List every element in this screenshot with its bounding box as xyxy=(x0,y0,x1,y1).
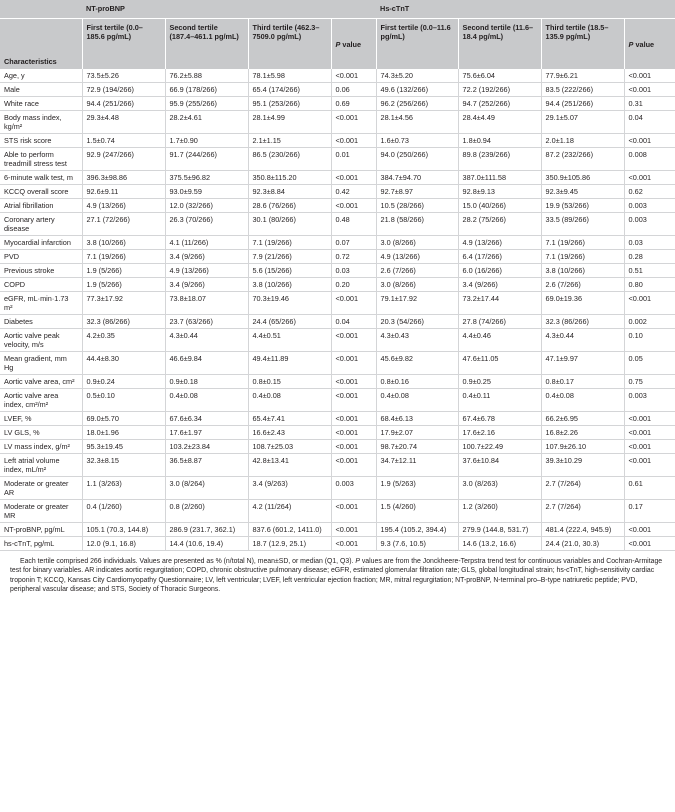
value-cell: 1.1 (3/263) xyxy=(82,477,165,500)
value-cell: 481.4 (222.4, 945.9) xyxy=(541,523,624,537)
p-value-cell: 0.75 xyxy=(624,375,675,389)
row-label: KCCQ overall score xyxy=(0,185,82,199)
value-cell: 0.4±0.08 xyxy=(248,389,331,412)
value-cell: 92.6±9.11 xyxy=(82,185,165,199)
p-value-cell: <0.001 xyxy=(624,412,675,426)
p-value-cell: 0.05 xyxy=(624,352,675,375)
column-header-hsctnt-second-tertile: Second tertile (11.6–18.4 pg/mL) xyxy=(458,18,541,69)
table-row xyxy=(0,148,675,171)
value-cell: 37.6±10.84 xyxy=(458,454,541,477)
p-value-cell: <0.001 xyxy=(331,412,376,426)
value-cell: 94.7 (252/266) xyxy=(458,97,541,111)
table-row xyxy=(0,375,675,389)
value-cell: 98.7±20.74 xyxy=(376,440,458,454)
value-cell: 15.0 (40/266) xyxy=(458,199,541,213)
table-row xyxy=(0,185,675,199)
value-cell: 94.4 (251/266) xyxy=(541,97,624,111)
p-value-cell: 0.51 xyxy=(624,264,675,278)
column-header-hsctnt-p-value: P value xyxy=(624,18,675,69)
value-cell: 0.9±0.24 xyxy=(82,375,165,389)
value-cell: 45.6±9.82 xyxy=(376,352,458,375)
table-footnote xyxy=(0,551,675,595)
value-cell: 7.1 (19/266) xyxy=(541,250,624,264)
value-cell: 74.3±5.20 xyxy=(376,69,458,83)
value-cell: 3.4 (9/266) xyxy=(458,278,541,292)
value-cell: 3.8 (10/266) xyxy=(541,264,624,278)
value-cell: 2.7 (7/264) xyxy=(541,477,624,500)
value-cell: 76.2±5.88 xyxy=(165,69,248,83)
value-cell: 0.4±0.08 xyxy=(165,389,248,412)
value-cell: 67.4±6.78 xyxy=(458,412,541,426)
value-cell: 95.1 (253/266) xyxy=(248,97,331,111)
value-cell: 384.7±94.70 xyxy=(376,171,458,185)
row-label: Atrial fibrillation xyxy=(0,199,82,213)
column-header-row xyxy=(0,18,675,69)
value-cell: 39.3±10.29 xyxy=(541,454,624,477)
value-cell: 30.1 (80/266) xyxy=(248,213,331,236)
table-row xyxy=(0,264,675,278)
value-cell: 69.0±5.70 xyxy=(82,412,165,426)
row-label: STS risk score xyxy=(0,134,82,148)
value-cell: 7.1 (19/266) xyxy=(541,236,624,250)
value-cell: 5.6 (15/266) xyxy=(248,264,331,278)
row-label: Coronary artery disease xyxy=(0,213,82,236)
table-row xyxy=(0,278,675,292)
p-value-cell: <0.001 xyxy=(331,537,376,551)
value-cell: 68.4±6.13 xyxy=(376,412,458,426)
value-cell: 77.3±17.92 xyxy=(82,292,165,315)
value-cell: 9.3 (7.6, 10.5) xyxy=(376,537,458,551)
value-cell: 46.6±9.84 xyxy=(165,352,248,375)
value-cell: 195.4 (105.2, 394.4) xyxy=(376,523,458,537)
table-row xyxy=(0,477,675,500)
column-header-ntprobnp-p-value: P value xyxy=(331,18,376,69)
value-cell: 2.6 (7/266) xyxy=(541,278,624,292)
value-cell: 65.4±7.41 xyxy=(248,412,331,426)
value-cell: 96.2 (256/266) xyxy=(376,97,458,111)
value-cell: 49.4±11.89 xyxy=(248,352,331,375)
value-cell: 1.6±0.73 xyxy=(376,134,458,148)
p-value-cell: 0.003 xyxy=(331,477,376,500)
value-cell: 94.0 (250/266) xyxy=(376,148,458,171)
table-row xyxy=(0,426,675,440)
value-cell: 73.2±17.44 xyxy=(458,292,541,315)
row-label: Able to perform treadmill stress test xyxy=(0,148,82,171)
value-cell: 0.4±0.08 xyxy=(376,389,458,412)
p-value-cell: 0.07 xyxy=(331,236,376,250)
value-cell: 17.6±2.16 xyxy=(458,426,541,440)
value-cell: 29.3±4.48 xyxy=(82,111,165,134)
value-cell: 350.8±115.20 xyxy=(248,171,331,185)
value-cell: 94.4 (251/266) xyxy=(82,97,165,111)
value-cell: 6.4 (17/266) xyxy=(458,250,541,264)
value-cell: 0.8±0.17 xyxy=(541,375,624,389)
p-value-cell: 0.62 xyxy=(624,185,675,199)
value-cell: 108.7±25.03 xyxy=(248,440,331,454)
value-cell: 86.5 (230/266) xyxy=(248,148,331,171)
value-cell: 3.4 (9/266) xyxy=(165,250,248,264)
p-value-cell: 0.003 xyxy=(624,389,675,412)
table-row xyxy=(0,69,675,83)
value-cell: 28.1±4.99 xyxy=(248,111,331,134)
p-value-cell: <0.001 xyxy=(331,389,376,412)
value-cell: 2.6 (7/266) xyxy=(376,264,458,278)
value-cell: 279.9 (144.8, 531.7) xyxy=(458,523,541,537)
value-cell: 7.9 (21/266) xyxy=(248,250,331,264)
value-cell: 18.7 (12.9, 25.1) xyxy=(248,537,331,551)
value-cell: 4.9 (13/266) xyxy=(376,250,458,264)
value-cell: 4.9 (13/266) xyxy=(165,264,248,278)
table-row xyxy=(0,412,675,426)
value-cell: 12.0 (32/266) xyxy=(165,199,248,213)
p-value-cell: <0.001 xyxy=(624,454,675,477)
table-row xyxy=(0,171,675,185)
row-label: Myocardial infarction xyxy=(0,236,82,250)
value-cell: 396.3±98.86 xyxy=(82,171,165,185)
p-value-cell: <0.001 xyxy=(624,426,675,440)
value-cell: 2.1±1.15 xyxy=(248,134,331,148)
value-cell: 1.5±0.74 xyxy=(82,134,165,148)
value-cell: 0.5±0.10 xyxy=(82,389,165,412)
table-row xyxy=(0,315,675,329)
row-label: Age, y xyxy=(0,69,82,83)
row-label: Left atrial volume index, mL/m² xyxy=(0,454,82,477)
column-header-hsctnt-first-tertile: First tertile (0.0–11.6 pg/mL) xyxy=(376,18,458,69)
p-value-cell: <0.001 xyxy=(331,329,376,352)
value-cell: 3.8 (10/266) xyxy=(82,236,165,250)
table-row xyxy=(0,213,675,236)
table-row xyxy=(0,83,675,97)
value-cell: 27.8 (74/266) xyxy=(458,315,541,329)
value-cell: 70.3±19.46 xyxy=(248,292,331,315)
value-cell: 1.8±0.94 xyxy=(458,134,541,148)
p-value-cell: <0.001 xyxy=(624,523,675,537)
value-cell: 0.9±0.18 xyxy=(165,375,248,389)
value-cell: 28.6 (76/266) xyxy=(248,199,331,213)
value-cell: 0.8±0.16 xyxy=(376,375,458,389)
p-value-cell: 0.03 xyxy=(624,236,675,250)
p-value-cell: 0.003 xyxy=(624,213,675,236)
value-cell: 33.5 (89/266) xyxy=(541,213,624,236)
p-value-cell: <0.001 xyxy=(331,426,376,440)
group-header-hsctnt: Hs-cTnT xyxy=(376,0,675,18)
group-header-row xyxy=(0,0,675,18)
value-cell: 3.0 (8/266) xyxy=(376,278,458,292)
value-cell: 7.1 (19/266) xyxy=(82,250,165,264)
p-value-cell: 0.28 xyxy=(624,250,675,264)
value-cell: 89.8 (239/266) xyxy=(458,148,541,171)
row-label: Diabetes xyxy=(0,315,82,329)
table-row xyxy=(0,440,675,454)
p-value-cell: <0.001 xyxy=(624,537,675,551)
value-cell: 18.0±1.96 xyxy=(82,426,165,440)
value-cell: 95.9 (255/266) xyxy=(165,97,248,111)
value-cell: 4.2 (11/264) xyxy=(248,500,331,523)
value-cell: 107.9±26.10 xyxy=(541,440,624,454)
value-cell: 77.9±6.21 xyxy=(541,69,624,83)
row-label: eGFR, mL·min·1.73 m² xyxy=(0,292,82,315)
value-cell: 4.3±0.43 xyxy=(376,329,458,352)
value-cell: 100.7±22.49 xyxy=(458,440,541,454)
value-cell: 4.3±0.44 xyxy=(165,329,248,352)
table-row xyxy=(0,454,675,477)
value-cell: 4.3±0.44 xyxy=(541,329,624,352)
value-cell: 0.8±0.15 xyxy=(248,375,331,389)
value-cell: 286.9 (231.7, 362.1) xyxy=(165,523,248,537)
table-body xyxy=(0,69,675,551)
value-cell: 0.4±0.08 xyxy=(541,389,624,412)
p-value-cell: <0.001 xyxy=(624,134,675,148)
row-label: Mean gradient, mm Hg xyxy=(0,352,82,375)
value-cell: 32.3 (86/266) xyxy=(541,315,624,329)
value-cell: 14.4 (10.6, 19.4) xyxy=(165,537,248,551)
p-value-cell: <0.001 xyxy=(331,454,376,477)
column-header-ntprobnp-second-tertile: Second tertile (187.4–461.1 pg/mL) xyxy=(165,18,248,69)
value-cell: 4.4±0.46 xyxy=(458,329,541,352)
p-value-cell: 0.48 xyxy=(331,213,376,236)
value-cell: 47.6±11.05 xyxy=(458,352,541,375)
value-cell: 3.4 (9/263) xyxy=(248,477,331,500)
p-value-cell: <0.001 xyxy=(624,171,675,185)
value-cell: 95.3±19.45 xyxy=(82,440,165,454)
table-row xyxy=(0,329,675,352)
value-cell: 19.9 (53/266) xyxy=(541,199,624,213)
value-cell: 49.6 (132/266) xyxy=(376,83,458,97)
value-cell: 375.5±96.82 xyxy=(165,171,248,185)
table-row xyxy=(0,134,675,148)
value-cell: 32.3 (86/266) xyxy=(82,315,165,329)
value-cell: 27.1 (72/266) xyxy=(82,213,165,236)
footnote-text: Each tertile comprised 266 individuals. Values are presented as % (n/total N), mean±SD, or median (Q1, Q3). P values are from the Jonckheere-Terpstra trend test for continuous variables and Cochran-Armitage test for binary variables. AR indicates aortic regurgitation; COPD, chronic obstructive pulmonary disease; eGFR, estimated glomerular filtration rate; GLS, global longitudinal strain; hs-cTnT, high-sensitivity cardiac troponin T; KCCQ, Kansas City Cardiomyopathy Questionnaire; LV, left ventricular; LVEF, left ventricular ejection fraction; MR, mitral regurgitation; NT-proBNP, N-terminal pro–B-type natriuretic peptide; PVD, peripheral vascular disease; and STS, Society of Thoracic Surgeons. xyxy=(10,558,663,594)
table-row xyxy=(0,389,675,412)
row-label: Previous stroke xyxy=(0,264,82,278)
row-label: Aortic valve peak velocity, m/s xyxy=(0,329,82,352)
row-label: Male xyxy=(0,83,82,97)
value-cell: 92.8±9.13 xyxy=(458,185,541,199)
p-value-cell: 0.17 xyxy=(624,500,675,523)
value-cell: 103.2±23.84 xyxy=(165,440,248,454)
value-cell: 7.1 (19/266) xyxy=(248,236,331,250)
row-label: Moderate or greater AR xyxy=(0,477,82,500)
p-value-cell: <0.001 xyxy=(331,352,376,375)
value-cell: 0.9±0.25 xyxy=(458,375,541,389)
value-cell: 28.1±4.56 xyxy=(376,111,458,134)
value-cell: 3.0 (8/264) xyxy=(165,477,248,500)
value-cell: 87.2 (232/266) xyxy=(541,148,624,171)
value-cell: 1.7±0.90 xyxy=(165,134,248,148)
value-cell: 3.0 (8/266) xyxy=(376,236,458,250)
p-value-cell: 0.008 xyxy=(624,148,675,171)
value-cell: 32.3±8.15 xyxy=(82,454,165,477)
value-cell: 2.0±1.18 xyxy=(541,134,624,148)
row-label: COPD xyxy=(0,278,82,292)
table-row xyxy=(0,537,675,551)
value-cell: 1.5 (4/260) xyxy=(376,500,458,523)
value-cell: 10.5 (28/266) xyxy=(376,199,458,213)
value-cell: 4.4±0.51 xyxy=(248,329,331,352)
p-value-cell: <0.001 xyxy=(331,199,376,213)
p-value-cell: <0.001 xyxy=(331,292,376,315)
value-cell: 17.9±2.07 xyxy=(376,426,458,440)
table-row xyxy=(0,199,675,213)
p-value-cell: <0.001 xyxy=(624,440,675,454)
value-cell: 12.0 (9.1, 16.8) xyxy=(82,537,165,551)
value-cell: 1.2 (3/260) xyxy=(458,500,541,523)
value-cell: 837.6 (601.2, 1411.0) xyxy=(248,523,331,537)
column-header-characteristics: Characteristics xyxy=(0,18,82,69)
value-cell: 28.4±4.49 xyxy=(458,111,541,134)
value-cell: 24.4 (21.0, 30.3) xyxy=(541,537,624,551)
value-cell: 66.2±6.95 xyxy=(541,412,624,426)
value-cell: 34.7±12.11 xyxy=(376,454,458,477)
value-cell: 0.4±0.11 xyxy=(458,389,541,412)
value-cell: 67.6±6.34 xyxy=(165,412,248,426)
p-value-cell: 0.003 xyxy=(624,199,675,213)
p-value-cell: <0.001 xyxy=(331,500,376,523)
p-value-cell: <0.001 xyxy=(331,134,376,148)
value-cell: 20.3 (54/266) xyxy=(376,315,458,329)
value-cell: 6.0 (16/266) xyxy=(458,264,541,278)
p-value-cell: 0.06 xyxy=(331,83,376,97)
value-cell: 28.2±4.61 xyxy=(165,111,248,134)
value-cell: 1.9 (5/263) xyxy=(376,477,458,500)
row-label: Aortic valve area index, cm²/m² xyxy=(0,389,82,412)
value-cell: 93.0±9.59 xyxy=(165,185,248,199)
p-value-cell: 0.80 xyxy=(624,278,675,292)
value-cell: 0.8 (2/260) xyxy=(165,500,248,523)
value-cell: 16.6±2.43 xyxy=(248,426,331,440)
row-label: 6-minute walk test, m xyxy=(0,171,82,185)
value-cell: 14.6 (13.2, 16.6) xyxy=(458,537,541,551)
group-header-ntprobnp: NT-proBNP xyxy=(82,0,376,18)
p-value-cell: 0.04 xyxy=(624,111,675,134)
row-label: Aortic valve area, cm² xyxy=(0,375,82,389)
column-header-ntprobnp-third-tertile: Third tertile (462.3–7509.0 pg/mL) xyxy=(248,18,331,69)
value-cell: 1.9 (5/266) xyxy=(82,264,165,278)
p-value-cell: <0.001 xyxy=(624,69,675,83)
value-cell: 73.5±5.26 xyxy=(82,69,165,83)
value-cell: 1.9 (5/266) xyxy=(82,278,165,292)
p-value-cell: <0.001 xyxy=(624,292,675,315)
table-row xyxy=(0,250,675,264)
p-value-cell: 0.42 xyxy=(331,185,376,199)
value-cell: 72.2 (192/266) xyxy=(458,83,541,97)
value-cell: 44.4±8.30 xyxy=(82,352,165,375)
table-row xyxy=(0,500,675,523)
value-cell: 79.1±17.92 xyxy=(376,292,458,315)
p-value-cell: 0.69 xyxy=(331,97,376,111)
table-header xyxy=(0,0,675,69)
value-cell: 29.1±5.07 xyxy=(541,111,624,134)
value-cell: 24.4 (65/266) xyxy=(248,315,331,329)
value-cell: 36.5±8.87 xyxy=(165,454,248,477)
p-value-cell: 0.002 xyxy=(624,315,675,329)
row-label: LV GLS, % xyxy=(0,426,82,440)
row-label: PVD xyxy=(0,250,82,264)
value-cell: 73.8±18.07 xyxy=(165,292,248,315)
value-cell: 23.7 (63/266) xyxy=(165,315,248,329)
value-cell: 42.8±13.41 xyxy=(248,454,331,477)
value-cell: 4.1 (11/266) xyxy=(165,236,248,250)
value-cell: 65.4 (174/266) xyxy=(248,83,331,97)
row-label: hs-cTnT, pg/mL xyxy=(0,537,82,551)
value-cell: 78.1±5.98 xyxy=(248,69,331,83)
value-cell: 350.9±105.86 xyxy=(541,171,624,185)
row-label: Body mass index, kg/m² xyxy=(0,111,82,134)
p-value-cell: 0.03 xyxy=(331,264,376,278)
table-row xyxy=(0,97,675,111)
row-label: LVEF, % xyxy=(0,412,82,426)
row-label: Moderate or greater MR xyxy=(0,500,82,523)
value-cell: 92.3±9.45 xyxy=(541,185,624,199)
value-cell: 91.7 (244/266) xyxy=(165,148,248,171)
value-cell: 3.4 (9/266) xyxy=(165,278,248,292)
value-cell: 72.9 (194/266) xyxy=(82,83,165,97)
column-header-ntprobnp-first-tertile: First tertile (0.0–185.6 pg/mL) xyxy=(82,18,165,69)
table-row xyxy=(0,523,675,537)
p-value-cell: 0.01 xyxy=(331,148,376,171)
header-blank xyxy=(0,0,82,18)
value-cell: 28.2 (75/266) xyxy=(458,213,541,236)
value-cell: 3.8 (10/266) xyxy=(248,278,331,292)
value-cell: 4.2±0.35 xyxy=(82,329,165,352)
table-row xyxy=(0,111,675,134)
value-cell: 2.7 (7/264) xyxy=(541,500,624,523)
table-row xyxy=(0,236,675,250)
p-value-cell: 0.72 xyxy=(331,250,376,264)
value-cell: 66.9 (178/266) xyxy=(165,83,248,97)
p-value-cell: <0.001 xyxy=(624,83,675,97)
p-value-cell: 0.31 xyxy=(624,97,675,111)
row-label: NT-proBNP, pg/mL xyxy=(0,523,82,537)
row-label: LV mass index, g/m² xyxy=(0,440,82,454)
value-cell: 17.6±1.97 xyxy=(165,426,248,440)
row-label: White race xyxy=(0,97,82,111)
value-cell: 92.9 (247/266) xyxy=(82,148,165,171)
p-value-cell: 0.10 xyxy=(624,329,675,352)
p-value-cell: <0.001 xyxy=(331,375,376,389)
value-cell: 0.4 (1/260) xyxy=(82,500,165,523)
value-cell: 92.3±8.84 xyxy=(248,185,331,199)
p-value-cell: <0.001 xyxy=(331,69,376,83)
p-value-cell: <0.001 xyxy=(331,111,376,134)
value-cell: 387.0±111.58 xyxy=(458,171,541,185)
value-cell: 105.1 (70.3, 144.8) xyxy=(82,523,165,537)
table-row xyxy=(0,352,675,375)
p-value-cell: <0.001 xyxy=(331,523,376,537)
value-cell: 26.3 (70/266) xyxy=(165,213,248,236)
p-value-cell: 0.04 xyxy=(331,315,376,329)
table-row xyxy=(0,292,675,315)
p-value-cell: <0.001 xyxy=(331,171,376,185)
value-cell: 75.6±6.04 xyxy=(458,69,541,83)
p-value-cell: 0.20 xyxy=(331,278,376,292)
value-cell: 4.9 (13/266) xyxy=(82,199,165,213)
value-cell: 92.7±8.97 xyxy=(376,185,458,199)
value-cell: 16.8±2.26 xyxy=(541,426,624,440)
column-header-hsctnt-third-tertile: Third tertile (18.5–135.9 pg/mL) xyxy=(541,18,624,69)
p-value-cell: 0.61 xyxy=(624,477,675,500)
value-cell: 69.0±19.36 xyxy=(541,292,624,315)
value-cell: 4.9 (13/266) xyxy=(458,236,541,250)
value-cell: 21.8 (58/266) xyxy=(376,213,458,236)
value-cell: 3.0 (8/263) xyxy=(458,477,541,500)
value-cell: 47.1±9.97 xyxy=(541,352,624,375)
value-cell: 83.5 (222/266) xyxy=(541,83,624,97)
p-value-cell: <0.001 xyxy=(331,440,376,454)
